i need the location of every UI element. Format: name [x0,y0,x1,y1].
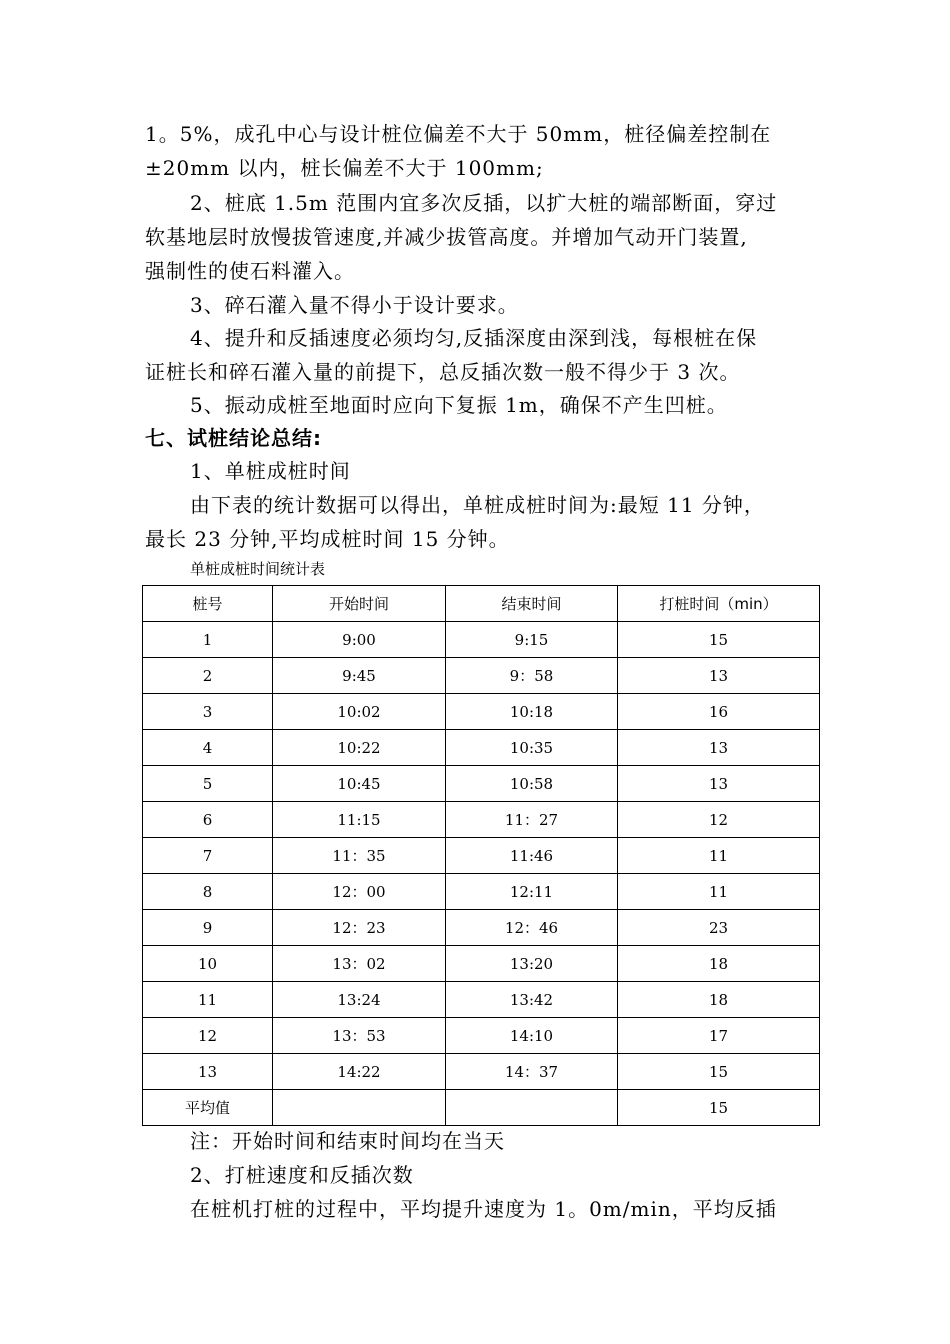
table-cell: 10:22 [273,730,446,766]
table-cell: 3 [143,694,273,730]
table-average-row [143,1090,820,1126]
table-cell: 13：02 [273,946,446,982]
table-cell [446,1090,618,1126]
paragraph-line: 1。5%，成孔中心与设计桩位偏差不大于 50mm，桩径偏差控制在 [145,122,772,146]
table-row [143,910,820,946]
table-cell: 14:22 [273,1054,446,1090]
table-row [143,838,820,874]
table-cell: 11 [618,874,820,910]
table-cell: 5 [143,766,273,802]
table-cell: 11:15 [273,802,446,838]
table-row [143,946,820,982]
table-cell: 16 [618,694,820,730]
table-cell: 11 [618,838,820,874]
table-cell: 18 [618,982,820,1018]
section-heading: 七、试桩结论总结: [145,426,322,450]
table-row [143,1018,820,1054]
table-cell: 10:02 [273,694,446,730]
table-cell: 15 [618,622,820,658]
table-cell: 12:11 [446,874,618,910]
table-cell: 9 [143,910,273,946]
table-cell: 4 [143,730,273,766]
table-cell: 13:24 [273,982,446,1018]
subsection-title: 2、打桩速度和反插次数 [190,1163,414,1187]
table-row [143,982,820,1018]
table-row [143,766,820,802]
table-cell: 14:10 [446,1018,618,1054]
paragraph-line: 2、桩底 1.5m 范围内宜多次反插，以扩大桩的端部断面，穿过 [190,191,778,215]
table-cell: 12 [618,802,820,838]
paragraph-line: 在桩机打桩的过程中，平均提升速度为 1。0m/min，平均反插 [190,1197,777,1221]
table-row [143,874,820,910]
table-row [143,658,820,694]
table-cell: 6 [143,802,273,838]
paragraph-line: 5、振动成桩至地面时应向下复振 1m，确保不产生凹桩。 [190,393,728,417]
subsection-title: 1、单桩成桩时间 [190,459,351,483]
table-cell: 10 [143,946,273,982]
paragraph-line: 4、提升和反插速度必须均匀,反插深度由深到浅，每根桩在保 [190,326,758,350]
pile-time-table [142,585,820,1126]
table-cell: 12：46 [446,910,618,946]
table-cell: 14：37 [446,1054,618,1090]
table-cell: 15 [618,1090,820,1126]
table-cell: 13 [143,1054,273,1090]
table-cell: 13:42 [446,982,618,1018]
table-row [143,694,820,730]
table-cell: 9：58 [446,658,618,694]
table-cell: 17 [618,1018,820,1054]
column-header: 桩号 [143,586,273,622]
table-cell [273,1090,446,1126]
table-cell: 11：35 [273,838,446,874]
table-cell: 2 [143,658,273,694]
paragraph-line: 强制性的使石料灌入。 [145,259,355,283]
column-header: 打桩时间（min） [618,586,820,622]
table-note: 注：开始时间和结束时间均在当天 [190,1129,505,1153]
table-cell: 12 [143,1018,273,1054]
paragraph-line: 3、碎石灌入量不得小于设计要求。 [190,293,519,317]
table-cell: 1 [143,622,273,658]
table-cell: 12：23 [273,910,446,946]
table-cell: 13 [618,658,820,694]
table-cell: 10:45 [273,766,446,802]
table-cell: 13:20 [446,946,618,982]
table-caption: 单桩成桩时间统计表 [190,560,326,578]
table-cell: 8 [143,874,273,910]
table-row [143,1054,820,1090]
table-cell: 10:58 [446,766,618,802]
table-cell: 18 [618,946,820,982]
paragraph-line: 由下表的统计数据可以得出，单桩成桩时间为:最短 11 分钟， [190,493,765,517]
paragraph-line: ±20mm 以内，桩长偏差不大于 100mm; [145,156,544,180]
table-cell: 9:45 [273,658,446,694]
table-cell: 7 [143,838,273,874]
column-header: 开始时间 [273,586,446,622]
column-header: 结束时间 [446,586,618,622]
table-cell: 9:15 [446,622,618,658]
table-cell: 13 [618,730,820,766]
table-cell: 11:46 [446,838,618,874]
paragraph-line: 最长 23 分钟,平均成桩时间 15 分钟。 [145,527,510,551]
table-cell: 9:00 [273,622,446,658]
table-cell: 10:35 [446,730,618,766]
table-row [143,730,820,766]
table-cell: 10:18 [446,694,618,730]
table-cell: 15 [618,1054,820,1090]
table-cell: 11 [143,982,273,1018]
table-row [143,622,820,658]
table-row [143,802,820,838]
table-header-row [143,586,820,622]
table-cell: 平均值 [143,1090,273,1126]
paragraph-line: 软基地层时放慢拔管速度,并减少拔管高度。并增加气动开门装置, [145,225,748,249]
table-cell: 13 [618,766,820,802]
table-cell: 12：00 [273,874,446,910]
table-cell: 23 [618,910,820,946]
paragraph-line: 证桩长和碎石灌入量的前提下，总反插次数一般不得少于 3 次。 [145,360,741,384]
table-cell: 11：27 [446,802,618,838]
table-cell: 13：53 [273,1018,446,1054]
